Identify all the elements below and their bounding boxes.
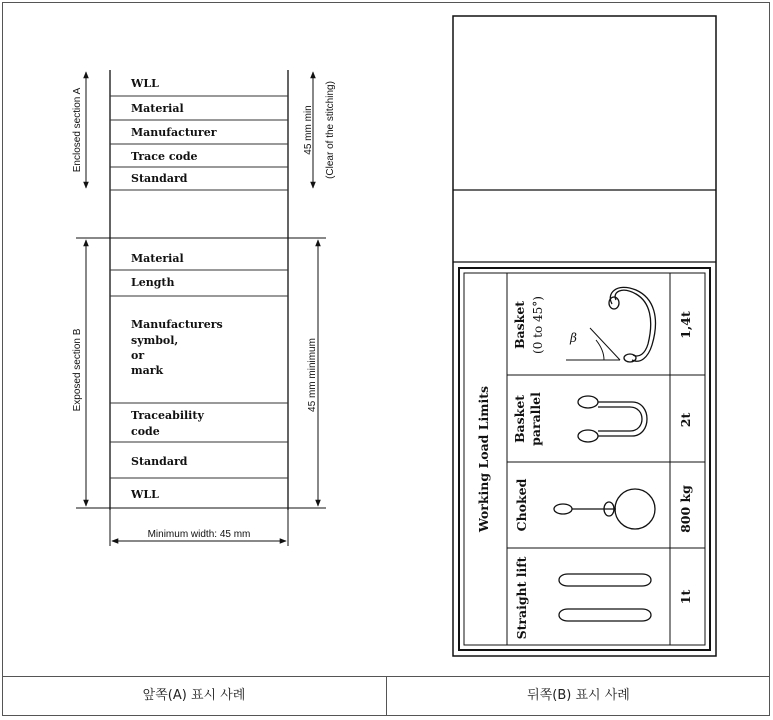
exposed-item: Standard xyxy=(131,455,188,468)
choked-icon xyxy=(554,489,655,529)
exposed-item: WLL xyxy=(131,488,159,501)
angle-beta: β xyxy=(570,331,577,345)
exposed-item: Traceability xyxy=(131,409,204,422)
straight-lift-icon xyxy=(559,574,651,621)
caption-back: 뒤쪽(B) 표시 사례 xyxy=(527,688,630,703)
enclosed-item: Material xyxy=(131,102,184,115)
width-label: Minimum width: 45 mm xyxy=(147,529,251,540)
caption-front: 앞쪽(A) 표시 사례 xyxy=(142,688,246,703)
row-label-basket: Basket xyxy=(512,300,527,350)
enclosed-item: Manufacturer xyxy=(131,126,217,139)
row-value-basket-parallel: 2t xyxy=(678,412,693,428)
exposed-item: code xyxy=(131,425,160,438)
row-label-basket-parallel: Basket xyxy=(512,394,527,444)
dim-b-label: 45 mm minimum xyxy=(307,338,318,412)
back-label xyxy=(453,16,716,656)
enclosed-item: Standard xyxy=(131,172,188,185)
front-label xyxy=(72,70,336,546)
exposed-item: Manufacturers xyxy=(131,318,223,331)
row-label-basket-parallel: parallel xyxy=(528,392,543,446)
exposed-item: Material xyxy=(131,252,184,265)
row-label-choked: Choked xyxy=(514,478,529,532)
basket-angle-icon xyxy=(566,287,655,362)
exposed-item: Length xyxy=(131,276,175,289)
exposed-item: mark xyxy=(131,364,164,377)
dim-a-note: (Clear of the stitching) xyxy=(325,81,336,179)
basket-parallel-icon xyxy=(578,396,647,442)
row-value-choked: 800 kg xyxy=(678,485,693,533)
row-value-straight-lift: 1t xyxy=(678,589,693,605)
wll-title: Working Load Limits xyxy=(476,385,491,533)
enclosed-item: Trace code xyxy=(131,150,198,163)
enclosed-section-label: Enclosed section A xyxy=(72,87,83,173)
dim-a-label: 45 mm min xyxy=(303,105,314,155)
row-sublabel-basket: (0 to 45°) xyxy=(531,296,545,354)
exposed-item: or xyxy=(131,349,145,362)
row-label-straight-lift: Straight lift xyxy=(514,556,529,640)
exposed-section-label: Exposed section B xyxy=(72,328,83,412)
exposed-item: symbol, xyxy=(131,334,179,347)
row-value-basket: 1,4t xyxy=(678,311,693,339)
enclosed-item: WLL xyxy=(131,77,159,90)
